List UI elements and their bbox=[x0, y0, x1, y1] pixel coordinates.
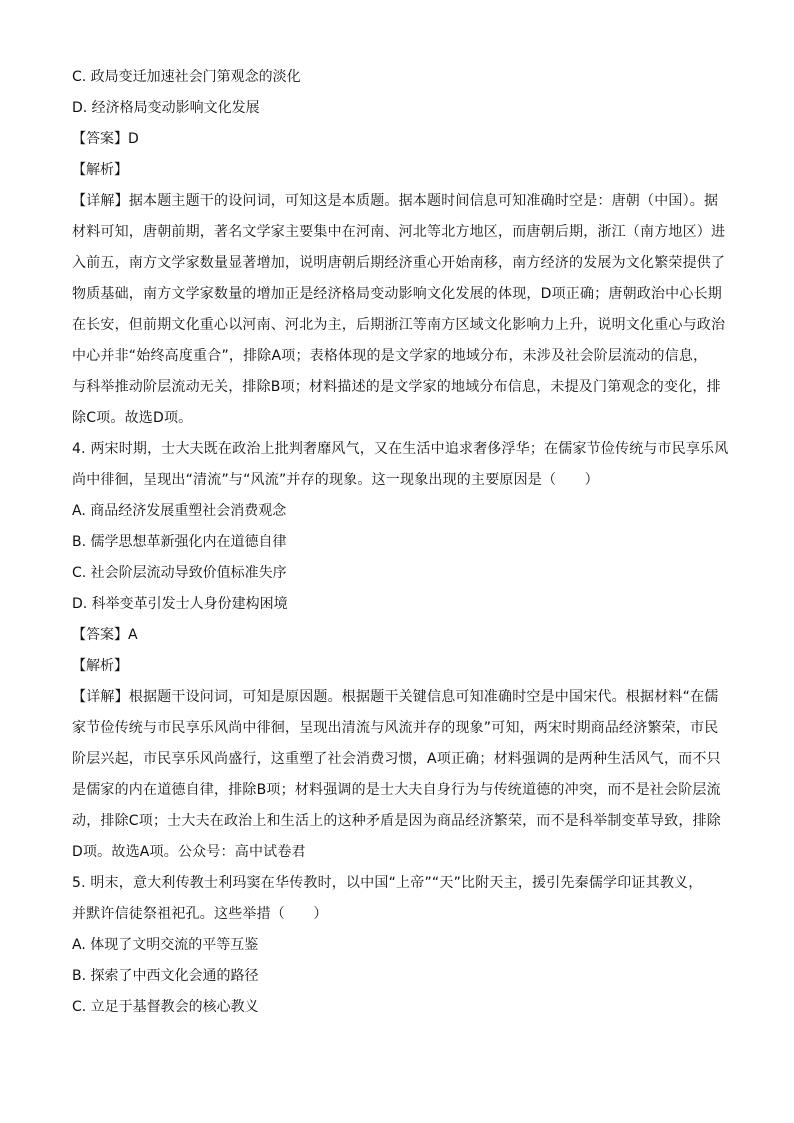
q4-option-c: C. 社会阶层流动导致价值标准失序 bbox=[72, 565, 287, 581]
q5-stem-line: 5. 明末，意大利传教士利玛窦在华传教时，以中国“上帝”“天”比附天主，援引先秦儒学印证其教义， bbox=[72, 875, 703, 891]
document-page bbox=[72, 62, 728, 1023]
q4-stem-line: 4. 两宋时期，士大夫既在政治上批判奢靡风气，又在生活中追求奢侈浮华；在儒家节俭传统与市民享乐风 bbox=[72, 441, 729, 457]
detail-tag: 【详解】 bbox=[72, 193, 129, 209]
q3-option-d: D. 经济格局变动影响文化发展 bbox=[72, 100, 260, 116]
detail-tag: 【详解】 bbox=[72, 689, 129, 705]
q3-detail-line: 与科举推动阶层流动无关，排除B项；材料描述的是文学家的地域分布信息，未提及门第观念的变化，排 bbox=[72, 379, 721, 395]
q4-option-d: D. 科举变革引发士人身份建构困境 bbox=[72, 596, 288, 612]
q3-detail-line: 除C项。故选D项。 bbox=[72, 410, 193, 426]
q4-detail-line: 动，排除C项；士大夫在政治上和生活上的这种矛盾是因为商品经济繁荣，而不是科举制变革导致，排除 bbox=[72, 813, 721, 829]
q4-detail bbox=[72, 682, 728, 868]
q4-detail-line: 家节俭传统与市民享乐风尚中徘徊，呈现出清流与风流并存的现象”可知，两宋时期商品经济繁荣，市民 bbox=[72, 720, 719, 736]
q3-detail-line: 物质基础，南方文学家数量的增加正是经济格局变动影响文化发展的体现，D项正确；唐朝政治中心长期 bbox=[72, 286, 722, 302]
q4-detail-line: 【详解】根据题干设问词，可知是原因题。根据题干关键信息可知准确时空是中国宋代。根据材料“在儒 bbox=[72, 689, 719, 705]
q3-detail-line: 材料可知，唐朝前期，著名文学家主要集中在河南、河北等北方地区，而唐朝后期，浙江（南方地区）进 bbox=[72, 224, 726, 240]
q4-stem-line: 尚中徘徊，呈现出“清流”与“风流”并存的现象。这一现象出现的主要原因是（ ） bbox=[72, 472, 599, 488]
q3-detail bbox=[72, 186, 728, 434]
answer-value: D bbox=[128, 131, 139, 147]
q4-option-a: A. 商品经济发展重塑社会消费观念 bbox=[72, 503, 287, 519]
q3-option-c: C. 政局变迁加速社会门第观念的淡化 bbox=[72, 69, 301, 85]
q3-answer bbox=[72, 124, 728, 155]
q5-option-a: A. 体现了文明交流的平等互鉴 bbox=[72, 937, 259, 953]
q4-detail-line: 是儒家的内在道德自律，排除B项；材料强调的是士大夫自身行为与传统道德的冲突，而不是社会阶层流 bbox=[72, 782, 721, 798]
q3-analysis-heading: 【解析】 bbox=[72, 162, 128, 178]
q3-detail-line: 【详解】据本题主题干的设问词，可知这是本质题。据本题时间信息可知准确时空是：唐朝（中国）。据 bbox=[72, 193, 719, 209]
q4-option-b: B. 儒学思想革新强化内在道德自律 bbox=[72, 534, 287, 550]
answer-value: A bbox=[128, 627, 138, 643]
answer-tag: 【答案】 bbox=[72, 627, 128, 643]
q4-answer bbox=[72, 620, 728, 651]
q3-detail-line: 在长安，但前期文化重心以河南、河北为主，后期浙江等南方区域文化影响力上升，说明文化重心与政治 bbox=[72, 317, 726, 333]
q5-stem-line: 并默许信徒祭祖祀孔。这些举措（ ） bbox=[72, 906, 328, 922]
q4-detail-line: D项。故选A项。公众号：高中试卷君 bbox=[72, 844, 306, 860]
q4-analysis-heading: 【解析】 bbox=[72, 658, 128, 674]
q3-detail-line: 入前五，南方文学家数量显著增加，说明唐朝后期经济重心开始南移，南方经济的发展为文化繁荣提供了 bbox=[72, 255, 726, 271]
q5-stem bbox=[72, 868, 728, 930]
q4-detail-line: 阶层兴起，市民享乐风尚盛行，这重塑了社会消费习惯，A项正确；材料强调的是两种生活风气，而不只 bbox=[72, 751, 721, 767]
q3-detail-line: 中心并非“始终高度重合”，排除A项；表格体现的是文学家的地域分布，未涉及社会阶层流动的信息， bbox=[72, 348, 708, 364]
q5-option-b: B. 探索了中西文化会通的路径 bbox=[72, 968, 259, 984]
q4-stem bbox=[72, 434, 728, 496]
q5-option-c: C. 立足于基督教会的核心教义 bbox=[72, 999, 259, 1015]
answer-tag: 【答案】 bbox=[72, 131, 128, 147]
